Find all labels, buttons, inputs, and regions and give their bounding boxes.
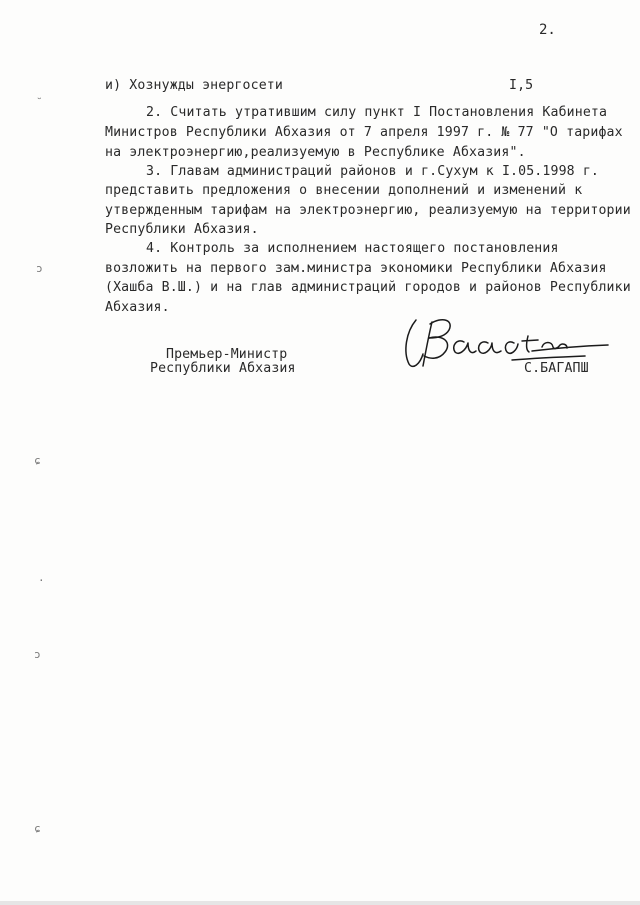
- signatory-position-line1: Премьер-Министр: [166, 347, 288, 362]
- paragraph-line: Республики Абхазия.: [105, 222, 259, 237]
- paragraph-line: возложить на первого зам.министра экономики Республики Абхазия: [105, 261, 607, 276]
- tariff-row-value: I,5: [509, 78, 534, 93]
- paragraph-line: Министров Республики Абхазия от 7 апреля 1997 г. № 77 "О тарифах: [105, 125, 623, 140]
- paragraph-line: на электроэнергию,реализуемую в Республике Абхазия".: [105, 145, 526, 160]
- handwritten-signature: [402, 312, 617, 374]
- signatory-name: С.БАГАПШ: [524, 361, 589, 376]
- scan-hole-mark: ·: [38, 574, 45, 587]
- paragraph-line: представить предложения о внесении дополнений и изменений к: [105, 183, 583, 198]
- scan-hole-mark: ɕ: [34, 822, 41, 835]
- paragraph-line: 2. Считать утратившим силу пункт I Постановления Кабинета: [146, 105, 608, 120]
- paragraph-line: (Хашба В.Ш.) и на глав администраций городов и районов Республики: [105, 280, 631, 295]
- scan-hole-mark: ɔ: [36, 262, 43, 275]
- paragraph-line: 3. Главам администраций районов и г.Сухум к I.05.1998 г.: [146, 164, 600, 179]
- paragraph-line: Абхазия.: [105, 300, 170, 315]
- tariff-row-label: и) Хознужды энергосети: [105, 78, 283, 93]
- paragraph-line: утвержденным тарифам на электроэнергию, реализуемую на территории: [105, 203, 631, 218]
- paragraph-line: 4. Контроль за исполнением настоящего постановления: [146, 241, 559, 256]
- scan-hole-mark: ˘: [36, 96, 43, 109]
- page-bottom-edge: [0, 901, 640, 905]
- scan-hole-mark: ɕ: [34, 454, 41, 467]
- page-number: 2.: [539, 22, 556, 38]
- scan-hole-mark: ɔ: [34, 648, 41, 661]
- signatory-position-line2: Республики Абхазия: [150, 361, 296, 376]
